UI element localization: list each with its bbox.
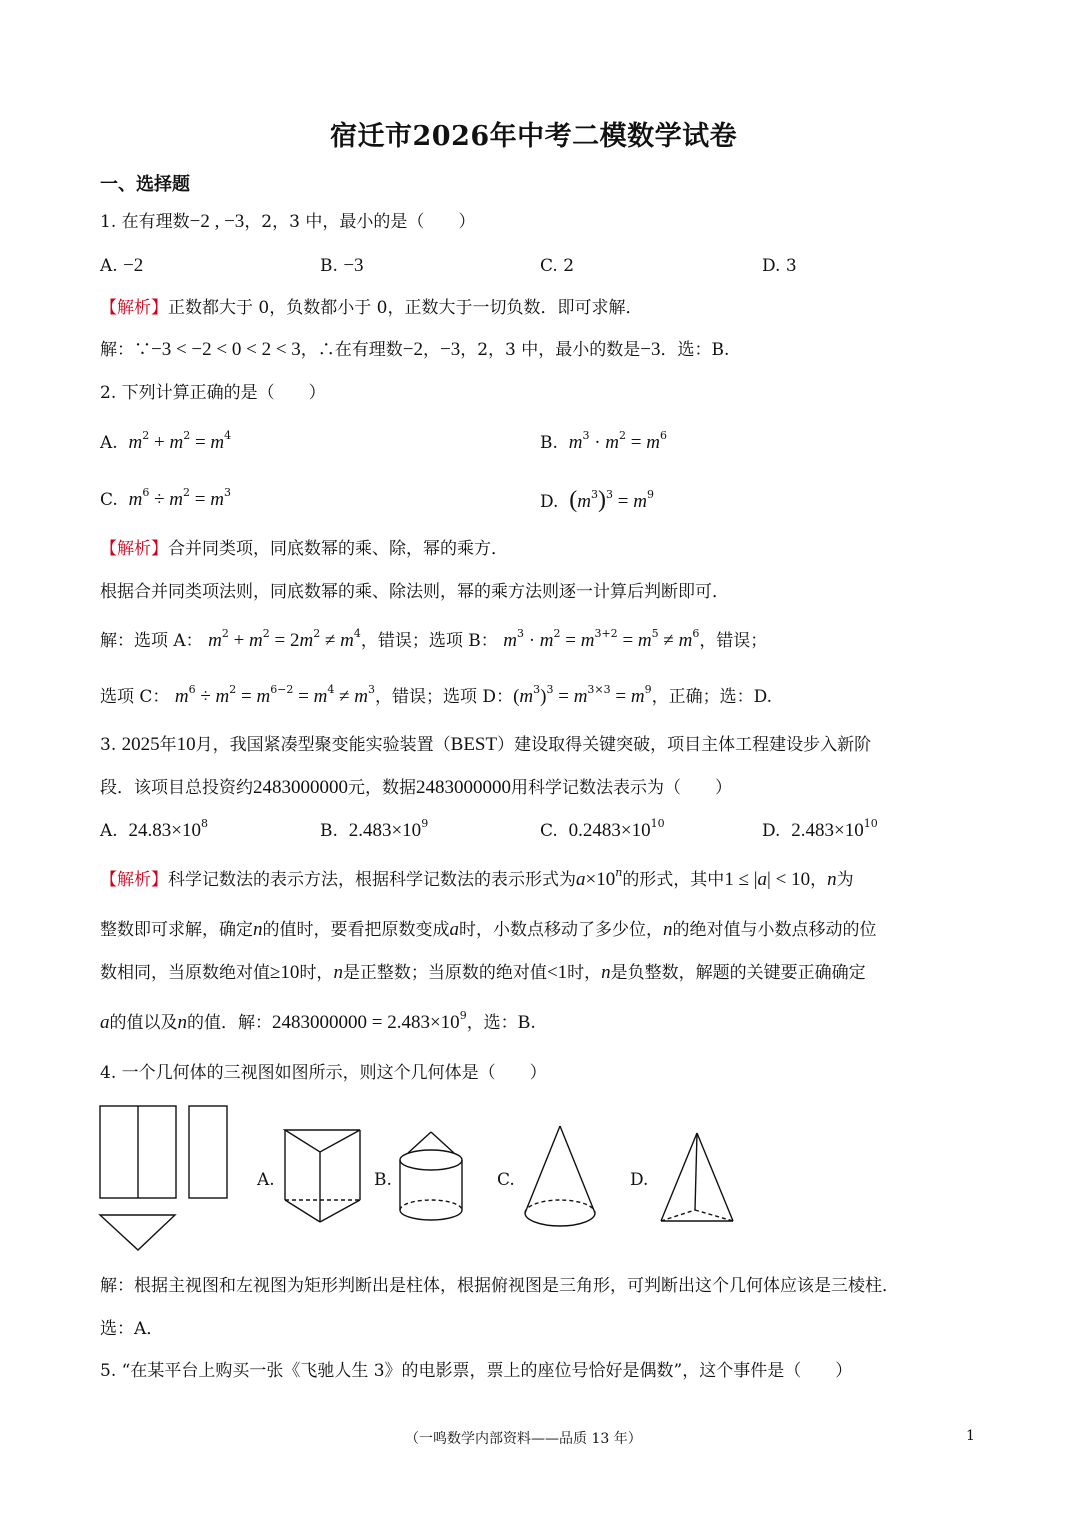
q2-option-a: A. $m^2 + m^2 = m^4$	[100, 429, 232, 453]
section-heading: 一、选择题	[100, 174, 190, 195]
q4-option-a-label: A.	[257, 1170, 275, 1190]
q1-analysis: 【解析】正数都大于 0，负数都小于 0，正数大于一切负数．即可求解．	[100, 298, 643, 318]
q2-solution-ab: 解：选项 A： $m^2 + m^2 = 2m^2 \ne m^4$，错误；选项 B： $m^3 \cdot m^2 = m^{3+2} = m^5 \ne m^6$，错误；	[100, 627, 768, 651]
q2-stem: 2. 下列计算正确的是（ ）	[100, 383, 326, 403]
q3-analysis-line3: 数相同，当原数绝对值≥10时，n是正整数；当原数的绝对值<1时，n是负整数，解题的关键要正确确定	[100, 962, 866, 983]
q1-stem: 1. 在有理数−2 , −3，2，3 中，最小的是（ ）	[100, 211, 476, 232]
q3-option-c: C. $0.2483\times 10^{10}$	[540, 817, 665, 841]
option-c-cone-drawing	[525, 1126, 595, 1226]
q1-solution: 解：∵−3 < −2 < 0 < 2 < 3，∴在有理数−2，−3，2，3 中，最小的数是−3．选：B.	[100, 339, 730, 360]
q3-stem-line1: 3. 2025年10月，我国紧凑型聚变能实验装置（BEST）建设取得关键突破，项目主体工程建设步入新阶	[100, 734, 872, 755]
q4-solution: 解：根据主视图和左视图为矩形判断出是柱体，根据俯视图是三角形，可判断出这个几何体应该是三棱柱．	[100, 1276, 899, 1296]
q2-analysis: 【解析】合并同类项，同底数幂的乘、除，幂的乘方．	[100, 539, 508, 559]
page-footer: （一鸣数学内部资料——品质 13 年）	[405, 1431, 642, 1447]
option-a-prism-drawing	[285, 1130, 360, 1222]
side-view-rect	[189, 1106, 227, 1198]
option-d-pyramid-drawing	[661, 1133, 733, 1221]
q3-option-b: B. $2.483\times 10^9$	[320, 817, 429, 841]
option-b-cylinder-cone-drawing	[400, 1132, 462, 1220]
q3-option-a: A. $24.83\times 10^8$	[100, 817, 208, 841]
q3-stem-line2: 段．该项目总投资约2483000000元，数据2483000000用科学记数法表示为（ ）	[100, 777, 732, 798]
q1-option-a: A. −2	[100, 255, 144, 276]
q3-analysis-line2: 整数即可求解，确定n的值时，要看把原数变成a时，小数点移动了多少位，n的绝对值与小数点移动的位	[100, 919, 877, 940]
q1-option-b: B. −3	[320, 255, 364, 276]
analysis-tag: 【解析】	[100, 298, 168, 318]
analysis-tag: 【解析】	[100, 870, 168, 890]
q4-answer: 选：A．	[100, 1319, 164, 1339]
page-title: 宿迁市2026年中考二模数学试卷	[330, 121, 738, 152]
q2-solution-cd: 选项 C： $m^6 \div m^2 = m^{6-2} = m^4 \ne m^3$，错误；选项 D：$(m^3)^3 = m^{3\times 3} = m^9$，正确；选：D.	[100, 683, 773, 707]
q3-analysis-line4: a的值以及n的值．解：$2483000000 = 2.483\times 10^9$，选：B.	[100, 1009, 536, 1033]
q4-option-c-label: C.	[497, 1170, 515, 1190]
q1-option-d: D. 3	[762, 256, 797, 276]
q4-option-b-label: B.	[374, 1170, 392, 1190]
top-view-triangle	[100, 1215, 175, 1250]
q2-analysis-line2: 根据合并同类项法则，同底数幂的乘、除法则，幂的乘方法则逐一计算后判断即可．	[100, 582, 729, 602]
q2-option-d: D. $(m^3)^3 = m^9$	[540, 487, 654, 513]
q3-analysis-line1: 【解析】科学记数法的表示方法，根据科学记数法的表示形式为$a\times 10^n$的形式，其中1 ≤ |a| < 10，n为	[100, 866, 854, 890]
q3-option-d: D. $2.483\times 10^{10}$	[762, 817, 878, 841]
q2-option-c: C. $m^6 \div m^2 = m^3$	[100, 486, 231, 510]
q4-stem: 4. 一个几何体的三视图如图所示，则这个几何体是（ ）	[100, 1063, 547, 1083]
q4-option-d-label: D.	[630, 1170, 649, 1190]
page-number: 1	[966, 1428, 975, 1444]
q1-option-c: C. 2	[540, 256, 575, 276]
analysis-tag: 【解析】	[100, 539, 168, 559]
q2-option-b: B. $m^3 \cdot m^2 = m^6$	[540, 429, 667, 453]
q5-stem: 5. “在某平台上购买一张《飞驰人生 3》的电影票，票上的座位号恰好是偶数”，这个事件是（ ）	[100, 1361, 853, 1381]
